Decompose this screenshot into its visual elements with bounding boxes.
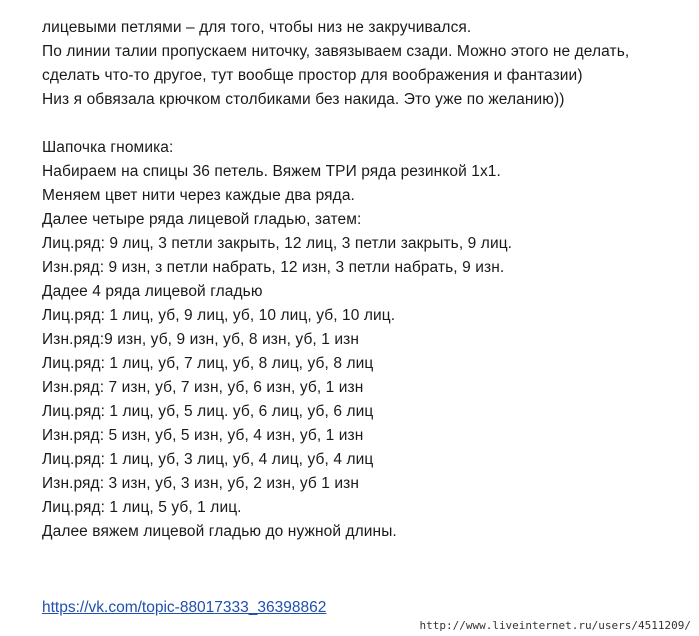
instruction-line: Изн.ряд: 3 изн, уб, 3 изн, уб, 2 изн, уб 1 изн bbox=[42, 475, 359, 492]
instruction-line: Меняем цвет нити через каждые два ряда. bbox=[42, 187, 355, 204]
intro-line-3: сделать что-то другое, тут вообще простор для воображения и фантазии) bbox=[42, 67, 583, 84]
instruction-line: Лиц.ряд: 1 лиц, 5 уб, 1 лиц. bbox=[42, 499, 242, 516]
instruction-line: Лиц.ряд: 1 лиц, уб, 7 лиц, уб, 8 лиц, уб, 8 лиц bbox=[42, 355, 374, 372]
section-title: Шапочка гномика: bbox=[42, 139, 174, 156]
source-link[interactable]: https://vk.com/topic-88017333_36398862 bbox=[42, 599, 327, 616]
source-link-container bbox=[42, 598, 326, 618]
instruction-line: Изн.ряд:9 изн, уб, 9 изн, уб, 8 изн, уб, 1 изн bbox=[42, 331, 359, 348]
instruction-line: Изн.ряд: 5 изн, уб, 5 изн, уб, 4 изн, уб, 1 изн bbox=[42, 427, 364, 444]
intro-line-4: Низ я обвязала крючком столбиками без накида. Это уже по желанию)) bbox=[42, 91, 565, 108]
intro-line-2: По линии талии пропускаем ниточку, завязываем сзади. Можно этого не делать, bbox=[42, 43, 630, 60]
intro-line-1: лицевыми петлями – для того, чтобы низ не закручивался. bbox=[42, 19, 472, 36]
instruction-line: Лиц.ряд: 1 лиц, уб, 5 лиц. уб, 6 лиц, уб, 6 лиц bbox=[42, 403, 374, 420]
instruction-line: Далее вяжем лицевой гладью до нужной длины. bbox=[42, 523, 397, 540]
instruction-line: Дадее 4 ряда лицевой гладью bbox=[42, 283, 263, 300]
document-body bbox=[42, 16, 692, 544]
instruction-line: Лиц.ряд: 9 лиц, 3 петли закрыть, 12 лиц, 3 петли закрыть, 9 лиц. bbox=[42, 235, 513, 252]
instruction-line: Лиц.ряд: 1 лиц, уб, 9 лиц, уб, 10 лиц, уб, 10 лиц. bbox=[42, 307, 396, 324]
instruction-line: Лиц.ряд: 1 лиц, уб, 3 лиц, уб, 4 лиц, уб, 4 лиц bbox=[42, 451, 374, 468]
watermark-url: http://www.liveinternet.ru/users/4511209/ bbox=[419, 619, 691, 632]
instruction-line: Далее четыре ряда лицевой гладью, затем: bbox=[42, 211, 362, 228]
instruction-line: Изн.ряд: 7 изн, уб, 7 изн, уб, 6 изн, уб, 1 изн bbox=[42, 379, 364, 396]
instruction-line: Изн.ряд: 9 изн, з петли набрать, 12 изн, 3 петли набрать, 9 изн. bbox=[42, 259, 505, 276]
paragraph-gap bbox=[42, 112, 692, 136]
instruction-line: Набираем на спицы 36 петель. Вяжем ТРИ ряда резинкой 1х1. bbox=[42, 163, 501, 180]
